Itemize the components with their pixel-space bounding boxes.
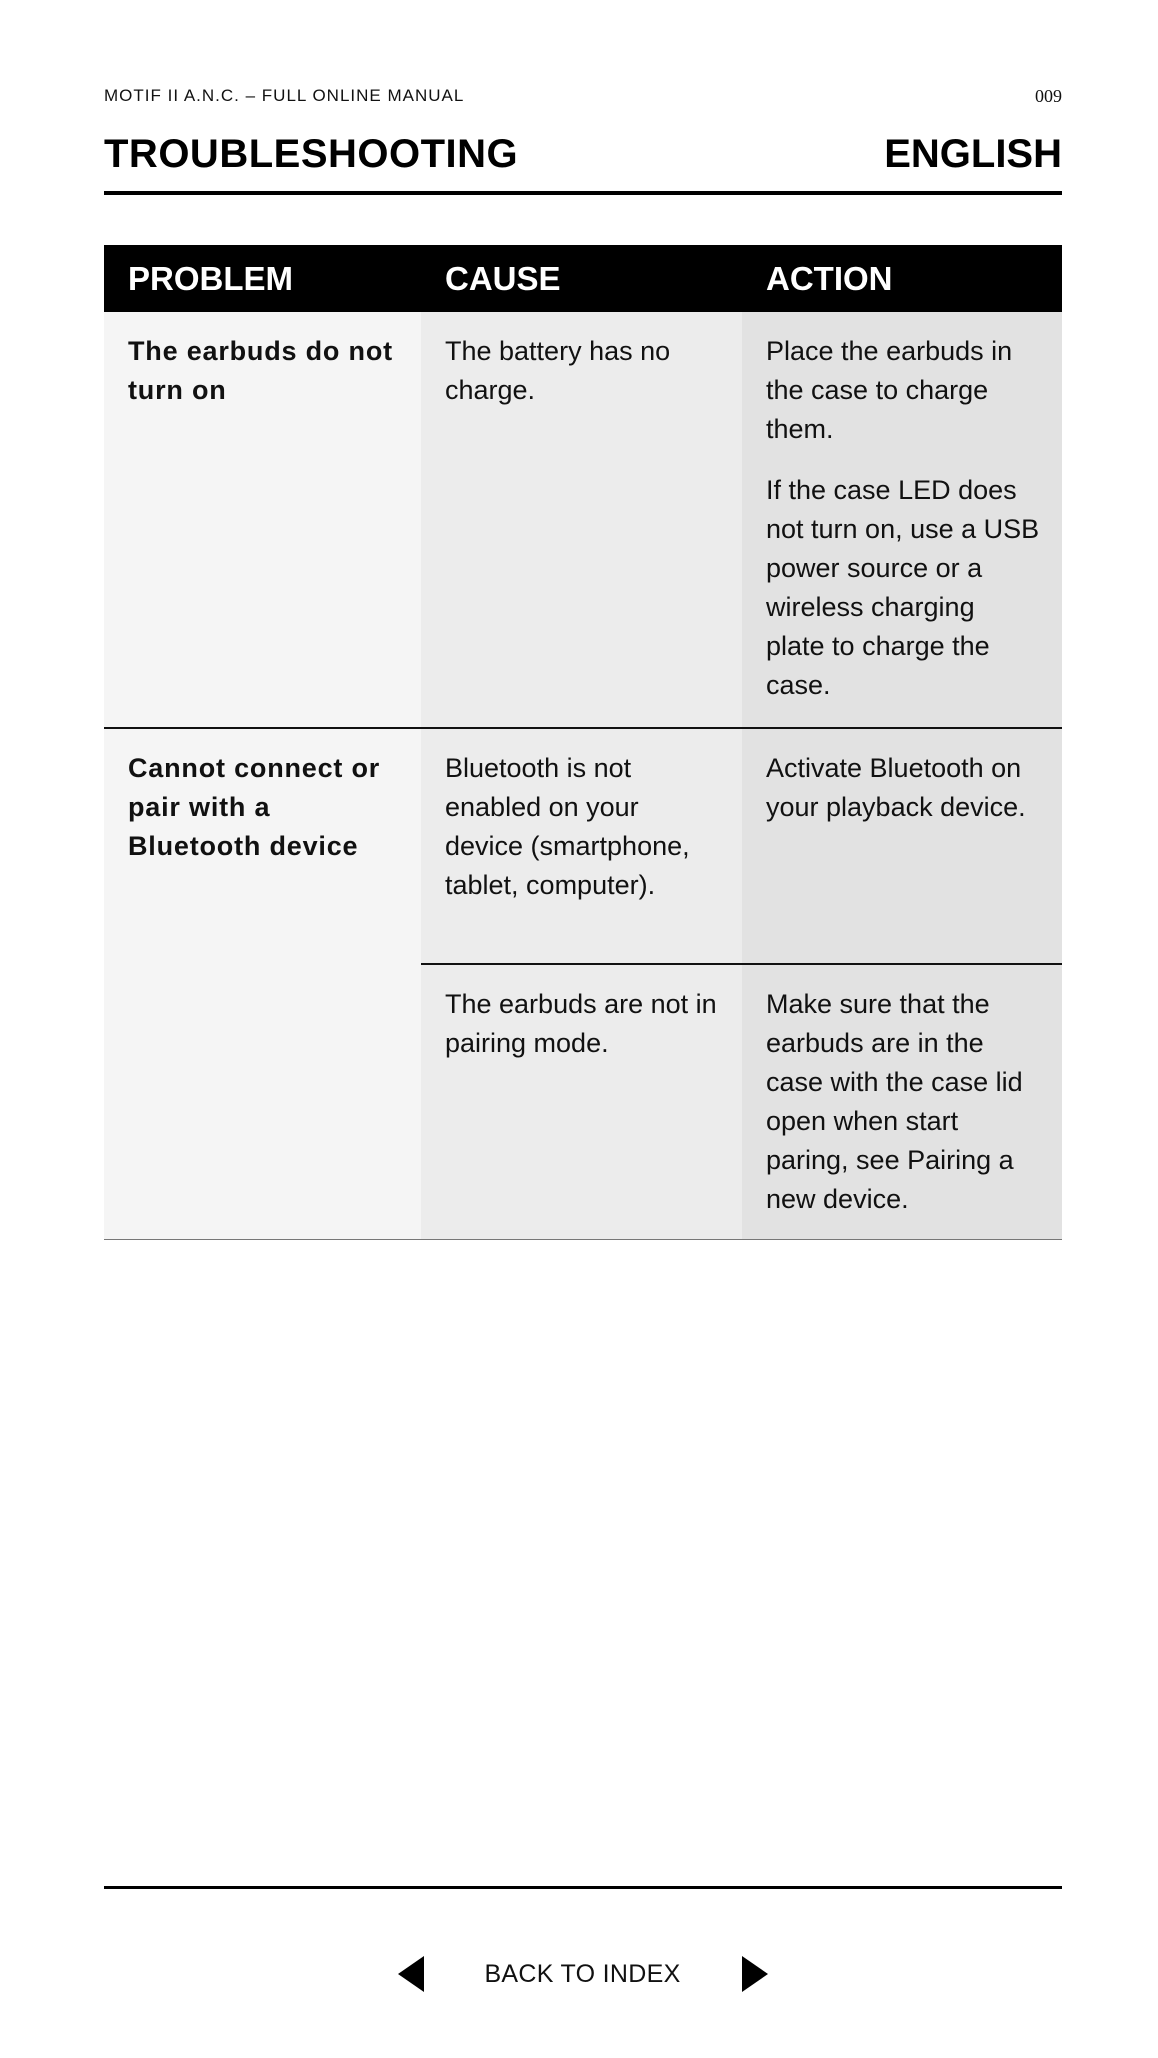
header-divider: [104, 191, 1062, 195]
problem-cell: Cannot connect or pair with a Bluetooth device: [104, 728, 421, 1240]
column-header-problem: PROBLEM: [104, 245, 421, 312]
cause-cell: The battery has no charge.: [421, 312, 742, 728]
troubleshooting-table: [104, 245, 1062, 1240]
column-header-action: ACTION: [742, 245, 1062, 312]
table-row: [104, 312, 1062, 728]
section-title: TROUBLESHOOTING: [104, 132, 519, 176]
action-cell: Activate Bluetooth on your playback device.: [742, 728, 1062, 964]
cause-cell: The earbuds are not in pairing mode.: [421, 964, 742, 1240]
triangle-left-icon[interactable]: [398, 1956, 424, 1992]
document-title: MOTIF II A.N.C. – FULL ONLINE MANUAL: [104, 86, 465, 105]
triangle-right-icon[interactable]: [742, 1956, 768, 1992]
footer-navigation: [0, 1954, 1158, 1998]
action-text: Place the earbuds in the case to charge them.: [766, 336, 1013, 444]
action-text: If the case LED does not turn on, use a USB power source or a wireless charging plate to charge the case.: [766, 475, 1040, 700]
problem-cell: The earbuds do not turn on: [104, 312, 421, 728]
column-header-cause: CAUSE: [421, 245, 742, 312]
back-to-index-link[interactable]: BACK TO INDEX: [484, 1960, 681, 1988]
action-cell: Make sure that the earbuds are in the case with the case lid open when start paring, see Pairing a new device.: [742, 964, 1062, 1240]
page-number: 009: [1035, 86, 1062, 106]
table-row: [104, 728, 1062, 964]
table-header-row: [104, 245, 1062, 312]
footer-divider: [104, 1886, 1062, 1889]
action-cell: [742, 312, 1062, 728]
language-label: ENGLISH: [884, 132, 1062, 176]
cause-cell: Bluetooth is not enabled on your device (smartphone, tablet, computer).: [421, 728, 742, 964]
